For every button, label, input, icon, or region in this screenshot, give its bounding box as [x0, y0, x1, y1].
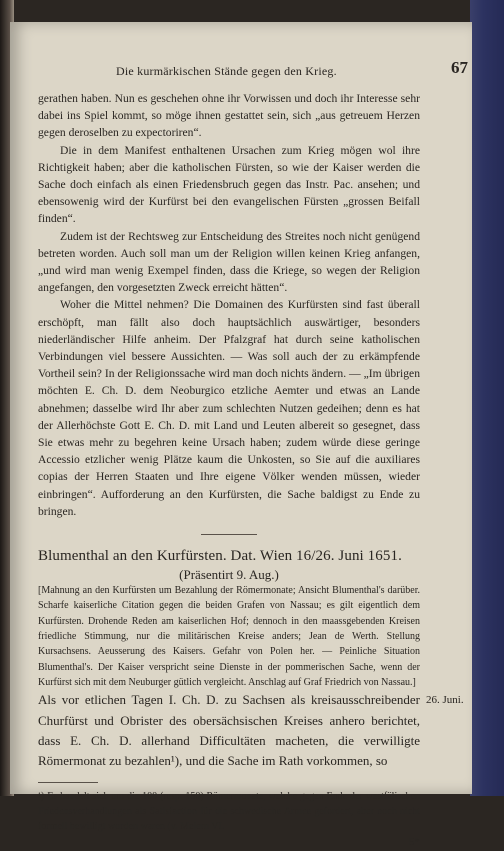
- paragraph-1: gerathen haben. Nun es geschehen ohne ihr Vorwissen und doch ihr Interesse sehr dabei ins Spiel kommt, so möge ihnen gestattet sein, sich „aus getreuem Herzen gegen deroselben zu expectoriren“.: [38, 92, 420, 140]
- footnote-divider: [38, 782, 98, 783]
- document-summary: [Mahnung an den Kurfürsten um Bezahlung der Römermonate; Ansicht Blumenthal's darüber. Scharfe kaiserliche Citation gegen die beiden Grafen von Nassau; es gilt eigentlich dem Kurfürsten. Drohende Reden am kaiserlichen Hof; dennoch in den maassgebenden Kreisen friedliche Stimmung, nur die militärischen Kreise anders; Jean de Werth. Stellung Kursachsens. Aeusserung des Kaisers. Gefahr von Polen her. — Peinliche Situation Blumenthal's. Der Kaiser verspricht seine Dienste in der pommerischen Sache, wenn der Kurfürst sich mit dem Neuburger gütlich vergleicht. Anschlag auf Graf Friedrich von Nassau.]: [38, 585, 420, 688]
- paragraph-3: Zudem ist der Rechtsweg zur Entscheidung des Streites noch nicht genügend betreten worden. Auch soll man um der Religion willen keinen Krieg anfangen, „und wird man wenig Exempel finden, dass die Kriege, so wegen der Religion angefangen, den vorgesetzten Zweck erreicht hätten“.: [38, 229, 420, 295]
- book-page: [10, 22, 472, 848]
- page-number: 67: [451, 58, 468, 77]
- running-head: [10, 58, 472, 80]
- footnote: ¹) Es handelt sich um die 100 (resp. 150) Römermonate, welche gegen Ende der westfälischen Friedensverhandlungen als Satisfaction für die schwedische Armee gefordert, aber noch nicht formell bewilligt worden waren (v. Meiern VI.: [38, 790, 420, 832]
- book-spine: [470, 0, 504, 796]
- margin-date: 26. Juni.: [426, 694, 464, 707]
- signature-mark: 5*: [409, 835, 420, 848]
- body-text: [38, 90, 464, 851]
- section-divider: [201, 534, 257, 535]
- paragraph-2: Die in dem Manifest enthaltenen Ursachen zum Krieg mögen wol ihre Richtigkeit haben; aber die katholischen Fürsten, so wie der Kaiser werden die Sache doch einfach als einen Friedensbruch gegen das Instr. Pac. ansehen; und ebensowenig wird der Kurfürst bei den evangelischen Fürsten „grossen Beifall finden“.: [38, 143, 420, 226]
- running-title: Die kurmärkischen Stände gegen den Krieg.: [116, 64, 337, 78]
- letter-text: Als vor etlichen Tagen I. Ch. D. zu Sachsen als kreisausschreibender Churfürst und Obrister des obersächsischen Kreises anhero berichtet, dass E. Ch. D. allerhand Difficultäten macheten, die verwilligte Römermonat zu bezahlen¹), und die Sache im Rath vorkommen, so: [38, 692, 420, 769]
- paragraph-4: Woher die Mittel nehmen? Die Domainen des Kurfürsten sind fast überall erschöpft, man fällt also doch hauptsächlich auswärtiger, besonders niederländischer Hilfe anheim. Der Pfalzgraf hat durch seine katholischen Verbindungen viel bessere Aussichten. — Was soll auch der zu erkämpfende Vortheil sein? In der Religionssache wird man doch nichts ändern. — „Im übrigen möchten E. Ch. D. dem Neoburgico etzliche Aemter und etwas an Lande abnehmen; dasselbe wird Ihr aber zum schlechten Nutzen gedeihen; denn es hat der Allerhöchste Gott E. Ch. D. mit Land und Leuten albereit so gesegnet, dass Sie etwas mehr zu begehren keine Ursach haben; zudem würde diese geringe Accessio etzlicher wenig Plätze kaum die Unkosten, so Sie auf die auxiliares copias der Herren Staaten und Ihre eigene Völker wenden müssen, wieder einbringen“. Aufforderung an den Kurfürsten, die Sache baldigst zu Ende zu bringen.: [38, 298, 420, 518]
- letter-block: [38, 690, 464, 772]
- document-heading: Blumenthal an den Kurfürsten. Dat. Wien 16/26. Juni 1651.: [38, 548, 402, 565]
- document-subheading: (Präsentirt 9. Aug.): [179, 567, 279, 583]
